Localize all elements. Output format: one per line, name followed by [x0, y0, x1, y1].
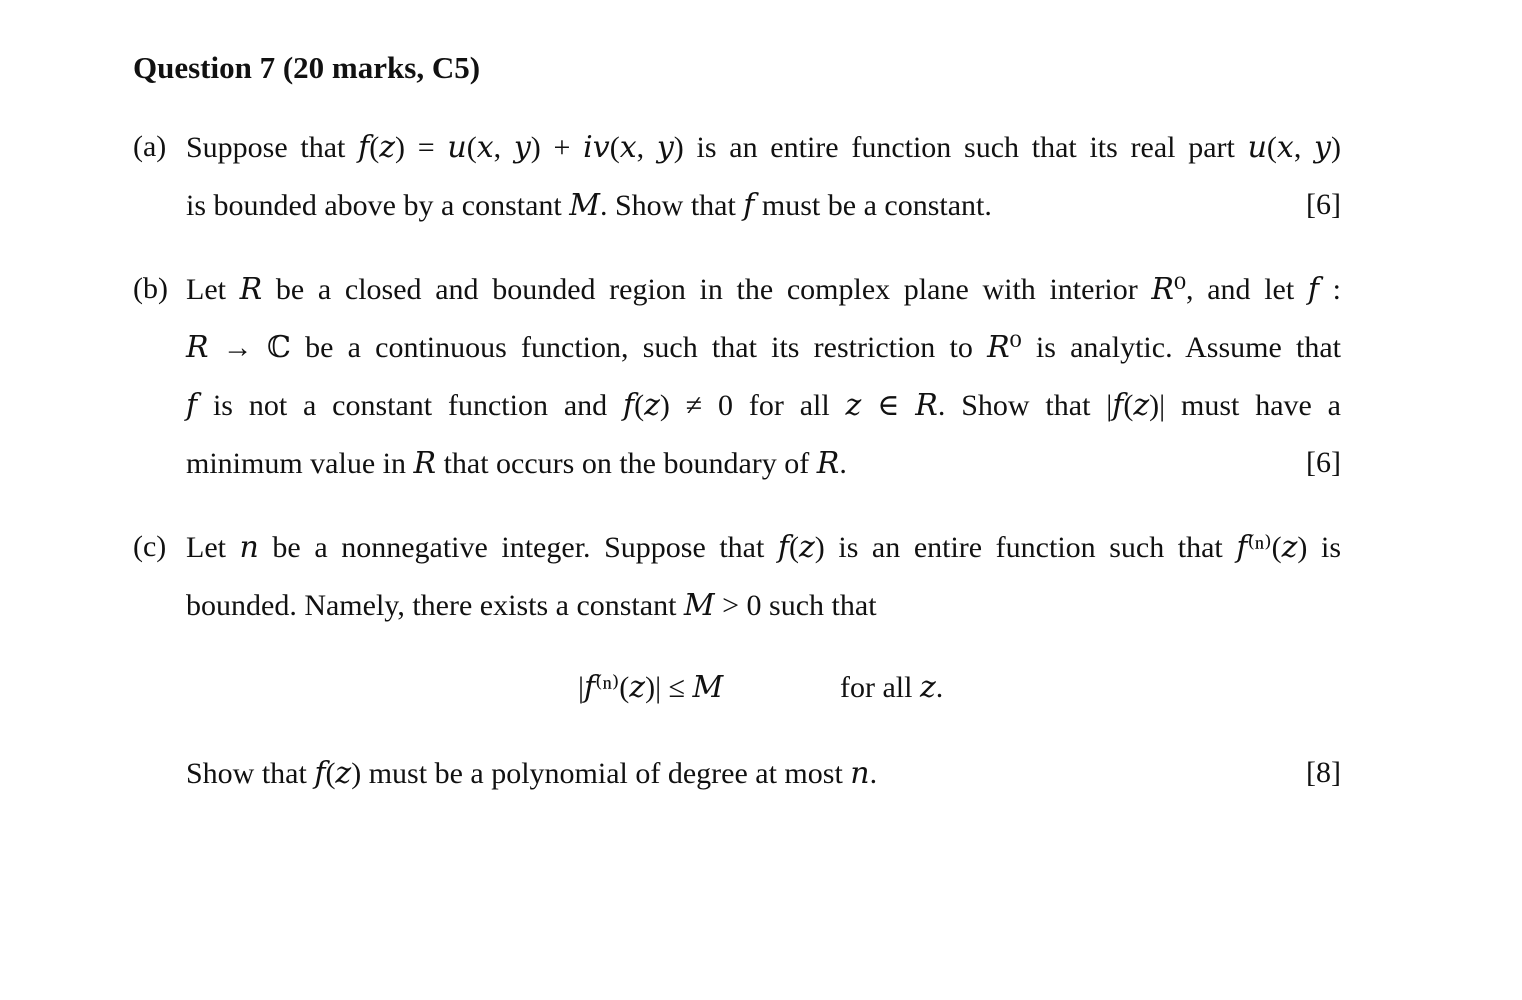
- part-c-line-3: Show that 𝑓(𝑧) must be a polynomial of degree at most 𝑛.: [186, 757, 878, 790]
- part-a-label: (a): [133, 130, 167, 163]
- part-a-line-2: is bounded above by a constant 𝑀. Show that 𝑓 must be a constant.: [186, 189, 992, 222]
- part-b-label: (b): [133, 272, 168, 305]
- part-c-line-2: bounded. Namely, there exists a constant 𝑀 > 0 such that: [186, 589, 877, 622]
- part-a-marks: [6]: [1306, 188, 1341, 221]
- part-b-line-4: minimum value in 𝑅 that occurs on the boundary of 𝑅.: [186, 447, 847, 480]
- part-b-line-2: 𝑅 → ℂ be a continuous function, such that its restriction to 𝑅⁰ is analytic. Assume that: [186, 331, 1341, 364]
- part-b: [133, 272, 1341, 492]
- part-b-marks: [6]: [1306, 446, 1341, 479]
- part-c-label: (c): [133, 530, 167, 563]
- part-c-display-condition: for all 𝑧.: [840, 671, 944, 704]
- part-c: [133, 530, 1341, 630]
- question-title: Question 7 (20 marks, C5): [133, 50, 481, 85]
- part-a-line-1: Suppose that 𝑓(𝑧) = 𝑢(𝑥, 𝑦) + 𝑖𝑣(𝑥, 𝑦) is an entire function such that its real part 𝑢(𝑥, 𝑦): [186, 131, 1341, 164]
- part-c-conclusion: [133, 756, 1341, 800]
- part-c-marks: [8]: [1306, 756, 1341, 789]
- part-c-line-1: Let 𝑛 be a nonnegative integer. Suppose that 𝑓(𝑧) is an entire function such that 𝑓⁽ⁿ⁾(𝑧) is: [186, 531, 1341, 564]
- part-a: [133, 130, 1341, 230]
- part-c-display-equation: |𝑓⁽ⁿ⁾(𝑧)| ≤ 𝑀: [578, 671, 724, 704]
- part-b-line-1: Let 𝑅 be a closed and bounded region in the complex plane with interior 𝑅⁰, and let 𝑓 :: [186, 273, 1341, 306]
- part-b-line-3: 𝑓 is not a constant function and 𝑓(𝑧) ≠ 0 for all 𝑧 ∈ 𝑅. Show that |𝑓(𝑧)| must have a: [186, 389, 1341, 422]
